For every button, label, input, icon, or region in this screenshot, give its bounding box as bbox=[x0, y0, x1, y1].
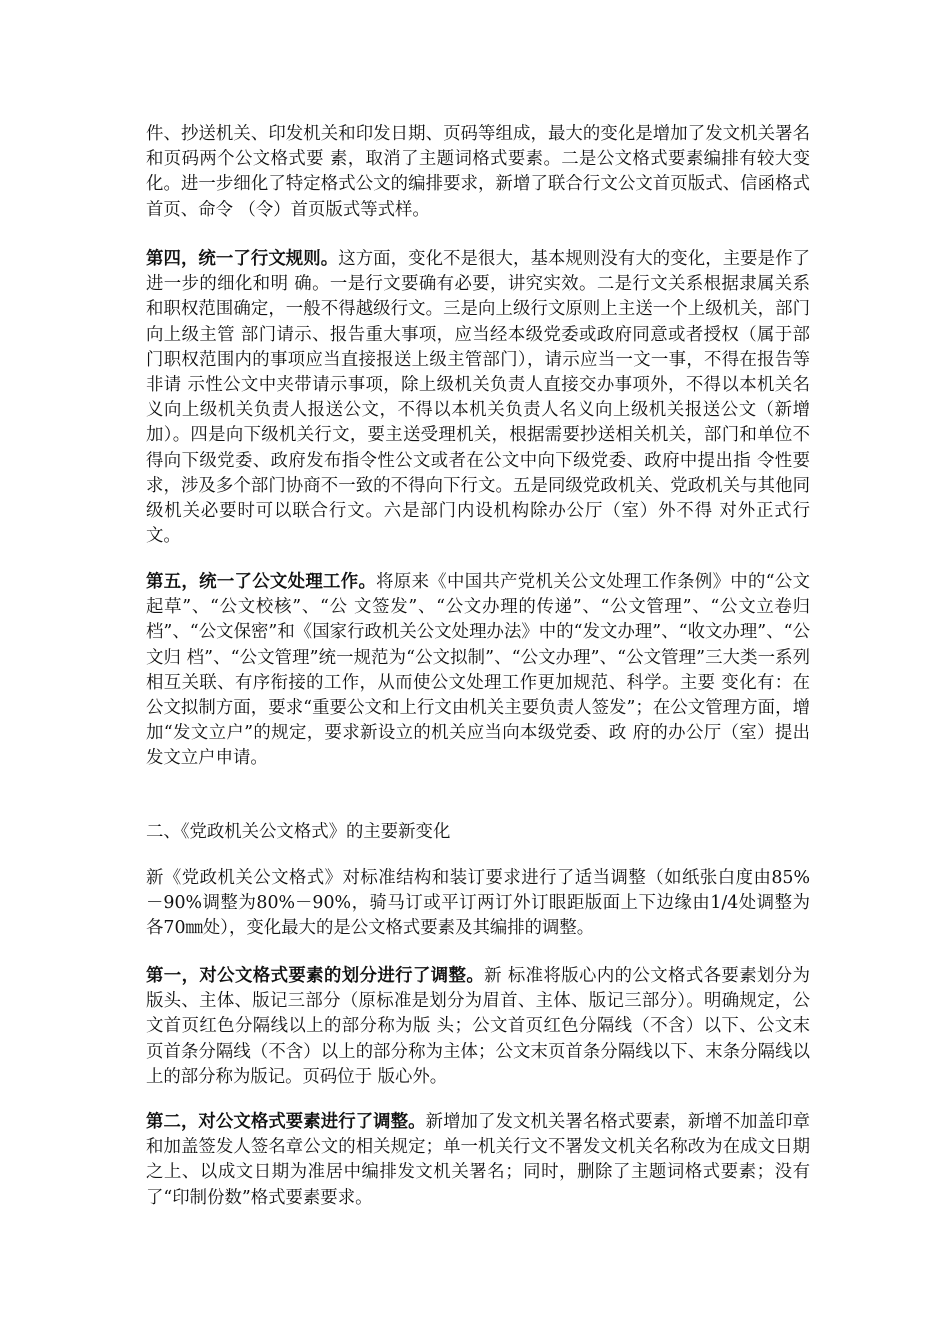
paragraph-text: 这方面，变化不是很大，基本规则没有大的变化，主要是作了进一步的细化和明 确。一是行文要确有必要，讲究实效。二是行文关系根据隶属关系和职权范围确定，一般不得越级行文。三是向上级行文原则上主送一个上级机关，部门向上级主管 部门请示、报告重大事项，应当经本级党委或政府同意或者授权（属于部门职权范围内的事项应当直接报送上级主管部门），请示应当一文一事，不得在报告等非请 示性公文中夹带请示事项，除上级机关负责人直接交办事项外，不得以本机关名义向上级机关负责人报送公文，不得以本机关负责人名义向上级机关报送公文（新增 加）。四是向下级机关行文，要主送受理机关，根据需要抄送相关机关，部门和单位不得向下级党委、政府发布指令性公文或者在公文中向下级党委、政府中提出指 令性要求，涉及多个部门协商不一致的不得向下行文。五是同级党政机关、党政机关与其他同级机关必要时可以联合行文。六是部门内设机构除办公厅（室）外不得 对外正式行文。 bbox=[146, 249, 810, 547]
paragraph-text: 新增加了发文机关署名格式要素，新增不加盖印章和加盖签发人签名章公文的相关规定；单一机关行文不署发文机关名称改为在成文日期之上、以成文日期为准居中编排发文机关署名；同时，删除了主题词格式要素；没有了“印制份数”格式要素要求。 bbox=[146, 1112, 810, 1208]
paragraph-format-intro bbox=[146, 866, 810, 942]
paragraph-format-elements bbox=[146, 122, 810, 223]
section-heading: 二、《党政机关公文格式》的主要新变化 bbox=[146, 822, 451, 842]
paragraph-fifth bbox=[146, 570, 810, 772]
paragraph-second bbox=[146, 1110, 810, 1211]
paragraph-text: 件、抄送机关、印发机关和印发日期、页码等组成，最大的变化是增加了发文机关署名和页码两个公文格式要 素，取消了主题词格式要素。二是公文格式要素编排有较大变化。进一步细化了特定格式公文的编排要求，新增了联合行文公文首页版式、信函格式首页、命令 （令）首页版式等式样。 bbox=[146, 124, 810, 220]
paragraph-lead: 第四，统一了行文规则。 bbox=[146, 249, 339, 269]
paragraph-fourth bbox=[146, 247, 810, 549]
paragraph-text: 将原来《中国共产党机关公文处理工作条例》中的“公文起草”、“公文校核”、“公 文签发”、“公文办理的传递”、“公文管理”、“公文立卷归档”、“公文保密”和《国家行政机关公文处理办法》中的“发文办理”、“收文办理”、“公文归 档”、“公文管理”统一规范为“公文拟制”、“公文办理”、“公文管理”三大类一系列相互关联、有序衔接的工作，从而使公文处理工作更加规范、科学。主要 变化有：在公文拟制方面，要求“重要公文和上行文由机关主要负责人签发”；在公文管理方面，增加“发文立户”的规定，要求新设立的机关应当向本级党委、政 府的办公厅（室）提出发文立户申请。 bbox=[146, 572, 810, 769]
paragraph-lead: 第一，对公文格式要素的划分进行了调整。 bbox=[146, 966, 485, 986]
paragraph-text: 新《党政机关公文格式》对标准结构和装订要求进行了适当调整（如纸张白度由85%－90%调整为80%－90%，骑马订或平订两订外订眼距版面上下边缘由1/4处调整为各70㎜处），变化最大的是公文格式要素及其编排的调整。 bbox=[146, 868, 810, 939]
paragraph-first bbox=[146, 964, 810, 1090]
paragraph-lead: 第二，对公文格式要素进行了调整。 bbox=[146, 1112, 426, 1132]
paragraph-lead: 第五，统一了公文处理工作。 bbox=[146, 572, 377, 592]
paragraph-text: 新 标准将版心内的公文格式各要素划分为版头、主体、版记三部分（原标准是划分为眉首、主体、版记三部分）。明确规定，公文首页红色分隔线以上的部分称为版 头；公文首页红色分隔线（不含）以下、公文末页首条分隔线（不含）以上的部分称为主体；公文末页首条分隔线以下、末条分隔线以上的部分称为版记。页码位于 版心外。 bbox=[146, 966, 810, 1087]
